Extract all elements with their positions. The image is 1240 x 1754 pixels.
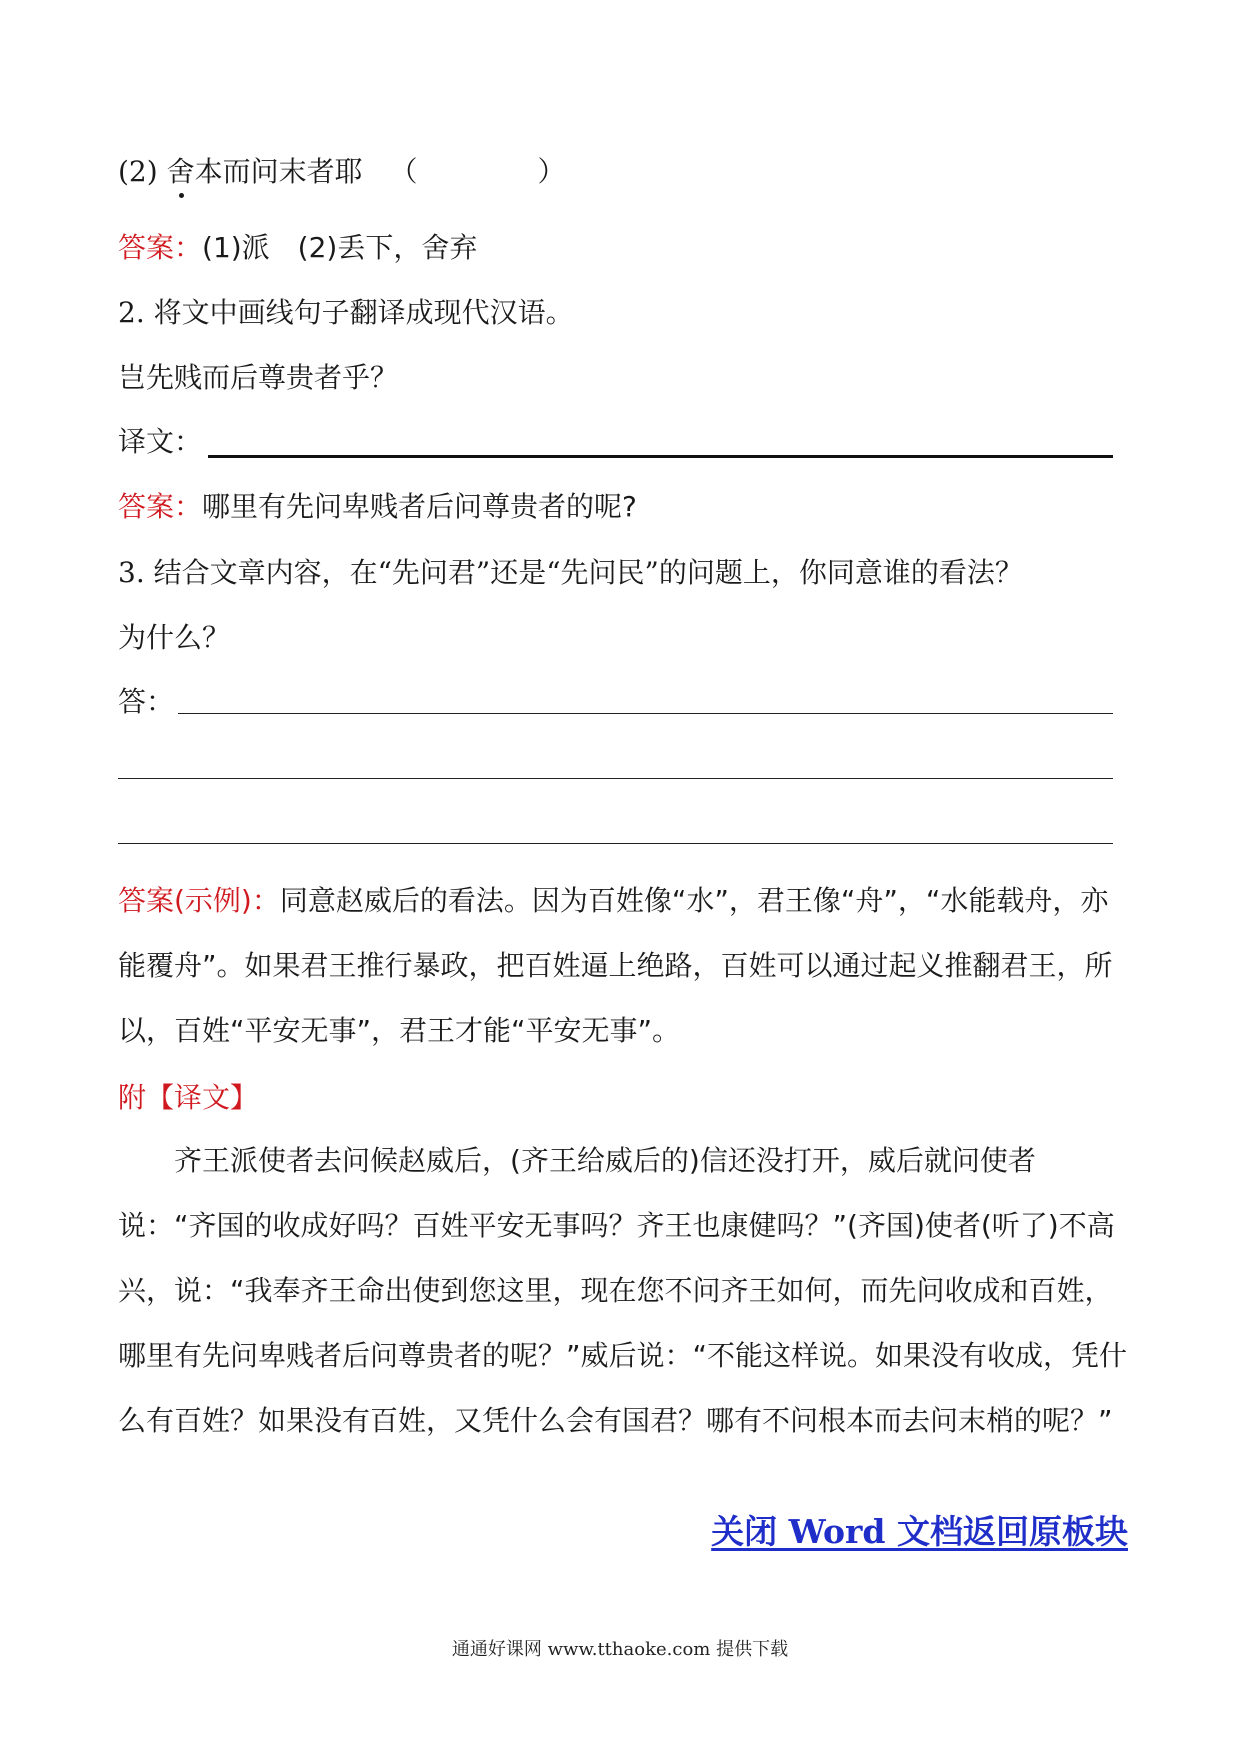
emphasized-char: 舍 bbox=[167, 152, 195, 192]
translation-prompt: 译文： bbox=[118, 425, 203, 458]
answer1 bbox=[118, 228, 477, 268]
appendix-heading: 附【译文】 bbox=[118, 1081, 259, 1114]
blank-open-paren: （ bbox=[389, 155, 418, 188]
answer3 bbox=[118, 868, 1128, 1063]
answer-line bbox=[178, 713, 1113, 714]
answer-line bbox=[118, 778, 1113, 779]
item-prefix: (2) bbox=[118, 155, 167, 188]
question3-line2: 为什么？ bbox=[118, 621, 231, 654]
answer-text: 同意赵威后的看法。因为百姓像“水”，君王像“舟”，“水能载舟，亦能覆舟”。如果君王推行暴政，把百姓逼上绝路，百姓可以通过起义推翻君王，所以，百姓“平安无事”，君王才能“平安无事”。 bbox=[118, 884, 1113, 1047]
answer-label: 答案(示例)： bbox=[118, 884, 280, 917]
answer-label: 答案： bbox=[118, 490, 203, 523]
question2: 2. 将文中画线句子翻译成现代汉语。 bbox=[118, 296, 574, 329]
answer-line bbox=[118, 843, 1113, 844]
answer2 bbox=[118, 487, 637, 527]
answer-label: 答案： bbox=[118, 231, 203, 264]
close-document-link[interactable]: 关闭 Word 文档返回原板块 bbox=[711, 1512, 1128, 1551]
blank-close-paren: ） bbox=[537, 155, 566, 188]
question1-item2 bbox=[118, 152, 566, 192]
page-footer: 通通好课网 www.tthaoke.com 提供下载 bbox=[451, 1639, 789, 1660]
answer-text: 哪里有先问卑贱者后问尊贵者的呢? bbox=[202, 490, 637, 523]
item-text: 本而问末者耶 bbox=[194, 155, 363, 188]
question2-sentence: 岂先贱而后尊贵者乎？ bbox=[118, 361, 399, 394]
appendix-translation: 齐王派使者去问候赵威后，(齐王给威后的)信还没打开，威后就问使者说：“齐国的收成好吗？百姓平安无事吗？齐王也康健吗？”(齐国)使者(听了)不高兴，说：“我奉齐王命出使到您这里，现在您不问齐王如何，而先问收成和百姓，哪里有先问卑贱者后问尊贵者的呢？”威后说：“不能这样说。如果没有收成，凭什么有百姓？如果没有百姓，又凭什么会有国君？哪有不问根本而去问末梢的呢？” bbox=[118, 1144, 1128, 1437]
question3-line1: 3. 结合文章内容，在“先问君”还是“先问民”的问题上，你同意谁的看法？ bbox=[118, 556, 1023, 589]
answer-prompt: 答： bbox=[118, 685, 175, 718]
answer-text: (1)派 (2)丢下，舍弃 bbox=[202, 231, 478, 264]
translation-answer-line bbox=[208, 455, 1113, 458]
